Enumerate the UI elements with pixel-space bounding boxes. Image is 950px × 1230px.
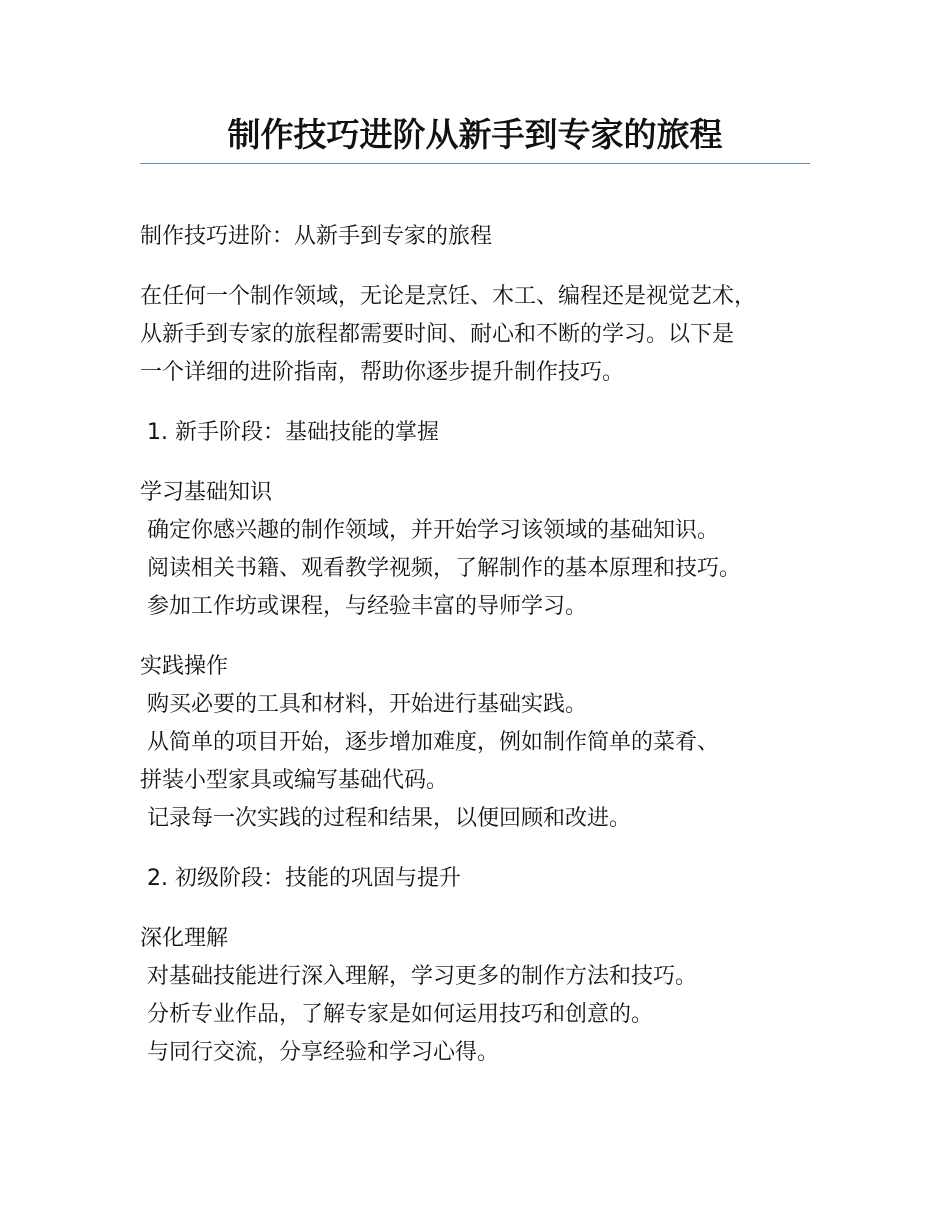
intro-line: 从新手到专家的旅程都需要时间、耐心和不断的学习。以下是 (140, 322, 735, 347)
subsection (140, 920, 840, 1072)
bullet-line: 阅读相关书籍、观看教学视频，了解制作的基本原理和技巧。 (147, 556, 742, 581)
bullet-line-continuation: 拼装小型家具或编写基础代码。 (140, 768, 449, 793)
section-heading: 2. 初级阶段：技能的巩固与提升 (147, 866, 461, 891)
section-heading-block (140, 414, 840, 452)
subsection-heading: 实践操作 (140, 654, 229, 679)
intro-paragraph (140, 278, 840, 392)
subsection-heading: 学习基础知识 (140, 480, 273, 505)
bullet-line: 参加工作坊或课程，与经验丰富的导师学习。 (147, 594, 588, 619)
bullet-line: 对基础技能进行深入理解，学习更多的制作方法和技巧。 (147, 964, 698, 989)
section-heading: 1. 新手阶段：基础技能的掌握 (147, 420, 439, 445)
bullet-line: 从简单的项目开始，逐步增加难度，例如制作简单的菜肴、 (147, 730, 720, 755)
subsection-heading: 深化理解 (140, 926, 229, 951)
bullet-line: 分析专业作品，了解专家是如何运用技巧和创意的。 (147, 1002, 654, 1027)
document-body (140, 218, 840, 1094)
bullet-line: 与同行交流，分享经验和学习心得。 (147, 1040, 500, 1065)
bullet-line: 确定你感兴趣的制作领域，并开始学习该领域的基础知识。 (147, 518, 720, 543)
document-subtitle: 制作技巧进阶：从新手到专家的旅程 (140, 224, 493, 249)
intro-line: 一个详细的进阶指南，帮助你逐步提升制作技巧。 (140, 360, 625, 385)
intro-line: 在任何一个制作领域，无论是烹饪、木工、编程还是视觉艺术， (140, 284, 757, 309)
subsection (140, 648, 840, 838)
section-heading-block (140, 860, 840, 898)
bullet-line: 记录每一次实践的过程和结果，以便回顾和改进。 (147, 806, 632, 831)
bullet-line: 购买必要的工具和材料，开始进行基础实践。 (147, 692, 588, 717)
subsection (140, 474, 840, 626)
title-divider (140, 163, 810, 164)
subtitle-block (140, 218, 840, 256)
document-title: 制作技巧进阶从新手到专家的旅程 (227, 115, 723, 154)
